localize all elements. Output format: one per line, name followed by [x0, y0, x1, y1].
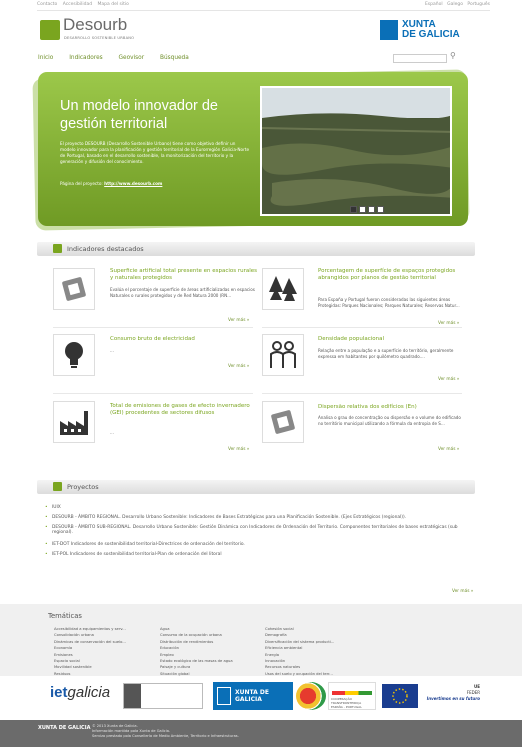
thematic-link[interactable]: Demografía	[265, 633, 287, 638]
thematic-link[interactable]: Estado ecológico de las masas de agua	[160, 659, 233, 664]
thematics-col-1	[54, 626, 126, 677]
project-item[interactable]: • IET-DOT Indicadores de sostenibilidad territorial-Directrices de ordenación del territorio.	[52, 542, 462, 547]
thematic-link[interactable]: Movilidad sostenible	[54, 665, 92, 670]
row-divider	[262, 327, 462, 328]
projects-header	[37, 480, 475, 494]
contact-link[interactable]: Contacto	[37, 2, 58, 7]
slide-dot-1[interactable]	[350, 206, 357, 213]
thematic-link[interactable]: Consumo de la ocupación urbana	[160, 633, 222, 638]
thematic-link[interactable]: Eficiencia ambiental	[265, 646, 303, 651]
iet-logo[interactable]: ietgalicia	[50, 684, 111, 701]
hero-title: Un modelo innovador de gestión territorial	[60, 98, 218, 132]
factory-icon[interactable]	[53, 401, 95, 443]
logo-placeholder-icon[interactable]	[262, 401, 304, 443]
indicator-title[interactable]: Densidade populacional	[318, 336, 385, 342]
project-item[interactable]: • DESOURB - ÁMBITO SUB-REGIONAL. Desarrollo Urbano Sostenible: Gestión Dinámica con Indicadores de Ordenación del Territorio. Componentes territoriales de bases estratégicas (sub regional).	[52, 525, 462, 536]
top-divider	[37, 10, 490, 11]
top-links	[37, 2, 133, 7]
brand-name[interactable]: Desourb	[63, 15, 128, 34]
people-icon[interactable]	[262, 334, 304, 376]
project-item[interactable]: • IUIX	[52, 505, 462, 510]
hero-landscape-image	[260, 86, 452, 216]
row-divider	[53, 393, 253, 394]
urban-ecology-agency-logo[interactable]	[123, 683, 203, 709]
lang-gl[interactable]: Galego	[447, 2, 463, 7]
nav-busqueda[interactable]: Búsqueda	[159, 55, 189, 61]
thematic-link[interactable]: Accesibilidad a equipamientos y serv...	[54, 627, 126, 631]
section-bullet-icon	[53, 482, 62, 491]
xunta-logo-text[interactable]: XUNTA DE GALICIA	[402, 19, 460, 40]
projects-title: Proyectos	[67, 483, 99, 491]
ver-mas-link[interactable]: Ver más »	[452, 589, 474, 594]
thematics-col-3	[265, 626, 334, 677]
indicator-title[interactable]: Porcentagem de superfície de espaços protegidos abrangidos por planos de gestão territorial	[318, 268, 456, 281]
ver-mas-link[interactable]: Ver más »	[228, 447, 250, 452]
hero-link: Página del proyecto: http://www.desourb.com	[60, 181, 163, 186]
indicator-title[interactable]: Consumo bruto de electricidad	[110, 336, 195, 342]
trees-icon[interactable]	[262, 268, 304, 310]
footer-xunta-logo[interactable]: XUNTA DE GALICIA	[38, 725, 91, 731]
regional-partner-logo[interactable]	[296, 682, 326, 710]
thematic-link[interactable]: Innovación	[265, 659, 286, 664]
indicator-desc: Analisa o grau de concentração ou dispersão e o volume do edificado no território municipal utilizando a fórmula da entropia de S...	[318, 415, 461, 426]
ver-mas-link[interactable]: Ver más »	[228, 364, 250, 369]
thematics-col-2	[160, 626, 233, 677]
xunta-crest-icon	[217, 687, 231, 705]
indicator-desc: Relação entre a população e a superfície do território, geralmente expressa em habitantes por quilómetro quadrado....	[318, 348, 454, 359]
thematic-link[interactable]: Distribución de rendimientos	[160, 639, 214, 644]
thematic-link[interactable]: Consolidación urbana	[54, 633, 94, 638]
lang-es[interactable]: Español	[424, 2, 443, 7]
nav-geovisor[interactable]: Geovisor	[118, 55, 145, 61]
project-item[interactable]: • DESOURB - ÁMBITO REGIONAL. Desarrollo Urbano Sostenible: Indicadores de Bases Estratégicas para una Planificación Sostenible. (Ejes Estratégicos (regional)).	[52, 515, 462, 520]
indicator-title[interactable]: Superficie artificial total presente en espacios rurales y naturales protegidos	[110, 268, 258, 281]
main-nav	[38, 55, 203, 61]
row-divider	[262, 393, 462, 394]
row-divider	[53, 327, 253, 328]
slide-dot-3[interactable]	[368, 206, 375, 213]
thematic-link[interactable]: Empleo	[160, 652, 174, 657]
ver-mas-link[interactable]: Ver más »	[438, 321, 460, 326]
indicator-desc: Evalúa el porcentaje de superficie de áreas artificializadas en espacios Naturales o rurales protegidos y de Red Natura 2000 (RN...	[110, 287, 255, 298]
logo-placeholder-icon[interactable]	[53, 268, 95, 310]
thematic-link[interactable]: Usos del suelo y ocupación del terr...	[265, 671, 333, 676]
sitemap-link[interactable]: Mapa del sitio	[97, 2, 129, 7]
nav-indicadores[interactable]: Indicadores	[69, 55, 103, 61]
language-switcher	[422, 2, 490, 7]
indicator-title[interactable]: Total de emisiones de gases de efecto invernadero (GEI) procedentes de sectores difusos	[110, 403, 250, 416]
lang-pt[interactable]: Português	[467, 2, 490, 7]
project-item[interactable]: • IET-POL Indicadores de sostenibilidad territorial-Plan de ordenación del litoral	[52, 552, 462, 557]
thematic-link[interactable]: Educación	[160, 646, 179, 651]
thematic-link[interactable]: Diversificación del sistema producti...	[265, 639, 335, 644]
accessibility-link[interactable]: Accesibilidad	[62, 2, 93, 7]
ver-mas-link[interactable]: Ver más »	[438, 377, 460, 382]
lightbulb-icon[interactable]	[53, 334, 95, 376]
eu-flag-icon	[382, 684, 418, 708]
section-bullet-icon	[53, 244, 62, 253]
feder-label: UE FEDER Invertimos en su futuro	[426, 684, 480, 701]
search-input[interactable]	[393, 54, 447, 63]
indicator-title[interactable]: Dispersão relativa dos edifícios (En)	[318, 404, 417, 410]
xunta-logo-icon	[380, 20, 398, 40]
ver-mas-link[interactable]: Ver más »	[438, 447, 460, 452]
slide-dot-2[interactable]	[359, 206, 366, 213]
thematic-link[interactable]: Emisiones	[54, 652, 73, 657]
thematic-link[interactable]: Dinámicas de conservación del suelo...	[54, 639, 126, 644]
ver-mas-link[interactable]: Ver más »	[228, 318, 250, 323]
indicator-desc: ...	[110, 430, 114, 435]
search-icon[interactable]: ⚲	[450, 51, 456, 60]
poctep-logo[interactable]: COOPERAÇÃO TRANSFRONTEIRIÇA ESPAÑA - PORTUGAL	[328, 682, 376, 710]
xunta-partner-logo[interactable]: XUNTA DE GALICIA	[213, 682, 293, 710]
thematic-link[interactable]: Energía	[265, 652, 280, 657]
slide-dot-4[interactable]	[377, 206, 384, 213]
footer-text: © 2013 Xunta de Galicia. Información mantida pola Xunta de Galicia. Servizo prestado pola Consellería de Medio Ambiente, Territorio e Infraestruturas.	[92, 724, 239, 738]
thematic-link[interactable]: Residuos	[54, 671, 71, 676]
thematic-link[interactable]: Recursos naturales	[265, 665, 301, 670]
thematic-link[interactable]: Espacio social	[54, 659, 80, 664]
thematic-link[interactable]: Economía	[54, 646, 73, 651]
thematic-link[interactable]: Agua	[160, 627, 170, 631]
indicator-desc: ...	[110, 348, 114, 353]
desourb-logo-icon[interactable]	[40, 20, 60, 40]
project-url-link[interactable]: http://www.desourb.com	[104, 181, 163, 186]
thematic-link[interactable]: Paisaje y cultura	[160, 665, 191, 670]
indicators-title: Indicadores destacados	[67, 245, 144, 253]
thematic-link[interactable]: Cohesión social	[265, 627, 294, 631]
brand-tagline: DESARROLLO SOSTENIBLE URBANO	[64, 36, 135, 40]
hero-description: El proyecto DESOURB (Desarrollo Sostenible Urbano) tiene como objetivo definir un modelo innovador para la planificación y gestión territorial de la Eurorregión Galicia-Norte de Portugal, basado en el desarrollo sostenible, la monitorización del territorio y la generación y difusión del conocimiento.	[60, 141, 250, 164]
thematic-link[interactable]: Situación global	[160, 671, 190, 676]
thematics-title: Temáticas	[48, 612, 82, 620]
nav-inicio[interactable]: Inicio	[38, 55, 54, 61]
indicator-desc: Para España y Portugal fueron consideradas las siguientes áreas Protegidas: Parques Nacionales; Parques Naturales; Reservas Natur...	[318, 297, 460, 308]
